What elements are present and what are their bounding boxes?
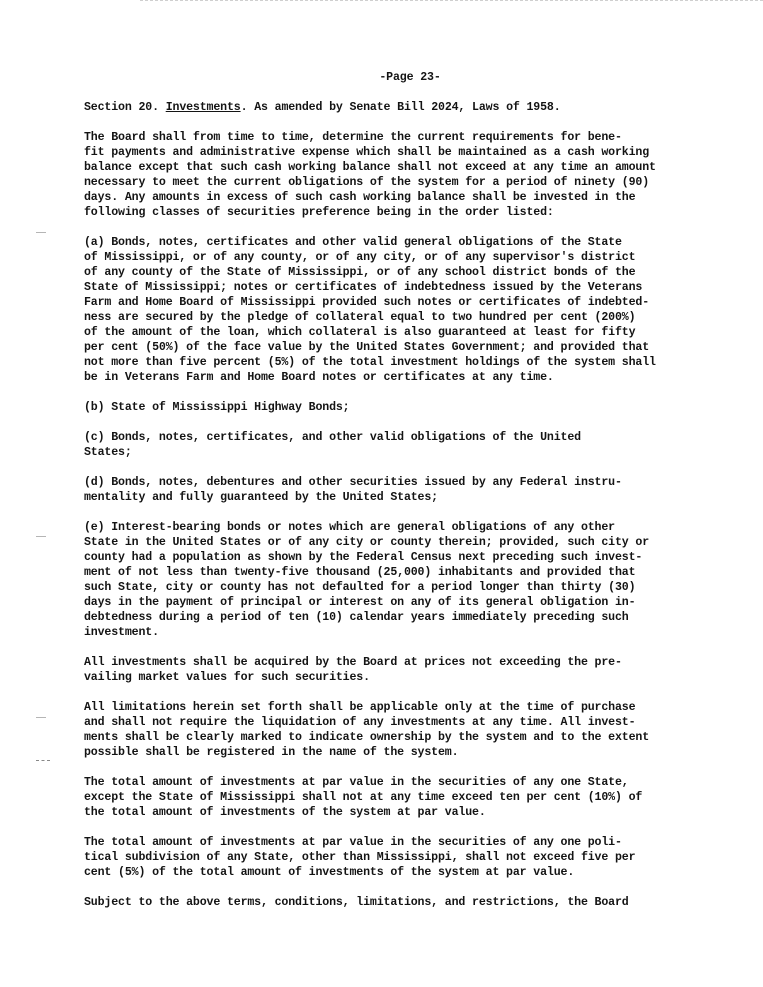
page-number: -Page 23- [379,71,441,84]
section-heading [84,100,724,115]
section-title: Investments [165,101,241,114]
paragraph-subdivision-limit: The total amount of investments at par value in the securities of any one poli- tical subdivision of any State, other than Mississippi, shall not exceed five per cent (5%) of the total amount of investments of the system at par value. [84,836,636,879]
section-prefix: Section 20. [84,101,166,114]
paragraph-subject-to: Subject to the above terms, conditions, limitations, and restrictions, the Board [84,896,629,909]
top-scan-edge [140,0,763,1]
paragraph-limitations: All limitations herein set forth shall be applicable only at the time of purchase and shall not require the liquidation of any investments at any time. All invest- ments shall be clearly marked to indicate ownership by the system and to the extent possible shall be registered in the name of the system. [84,701,650,759]
paragraph-state-limit: The total amount of investments at par value in the securities of any one State, except the State of Mississippi shall not at any time exceed ten per cent (10%) of the total amount of investments of the system at par value. [84,776,643,819]
paragraph-intro: The Board shall from time to time, determine the current requirements for bene- fit payments and administrative expense which shall be maintained as a cash working balance except that such cash working balance shall not exceed at any time an amount necessary to meet the current obligations of the system for a period of ninety (90) days. Any amounts in excess of such cash working balance shall be invested in the following classes of securities preference being in the order listed: [84,131,656,219]
document-page [84,70,724,925]
section-suffix: . As amended by Senate Bill 2024, Laws of 1958. [240,101,561,114]
paragraph-item-a: (a) Bonds, notes, certificates and other valid general obligations of the State of Mississippi, or of any county, or of any city, or of any supervisor's district of any county of the State of Mississippi, or of any school district bonds of the State of Mississippi; notes or certificates of indebtedness issued by the Veterans Farm and Home Board of Mississippi provided such notes or certificates of indebted- ness are secured by the pledge of collateral equal to two hundred per cent (200%) of the amount of the loan, which collateral is also guaranteed at least for fifty per cent (50%) of the face value by the United States Government; and provided that not more than five percent (5%) of the total investment holdings of the system shall be in Veterans Farm and Home Board notes or certificates at any time. [84,236,656,384]
margin-dash-mark [36,760,50,761]
paragraph-item-e: (e) Interest-bearing bonds or notes which are general obligations of any other State in the United States or of any city or county therein; provided, such city or county had a population as shown by the Federal Census next preceding such invest- ment of not less than twenty-five thousand (25,000) inhabitants and provided that such State, city or county has not defaulted for a period longer than thirty (30) days in the payment of principal or interest on any of its general obligation in- debtedness during a period of ten (10) calendar years immediately preceding such investment. [84,521,650,639]
margin-tick-mark [36,232,46,233]
paragraph-acquisition: All investments shall be acquired by the Board at prices not exceeding the pre- vailing market values for such securities. [84,656,622,684]
margin-tick-mark [36,717,46,718]
paragraph-item-b: (b) State of Mississippi Highway Bonds; [84,401,350,414]
paragraph-item-c: (c) Bonds, notes, certificates, and other valid obligations of the United States; [84,431,581,459]
margin-tick-mark [36,536,46,537]
paragraph-item-d: (d) Bonds, notes, debentures and other securities issued by any Federal instru- mentality and fully guaranteed by the United States; [84,476,622,504]
